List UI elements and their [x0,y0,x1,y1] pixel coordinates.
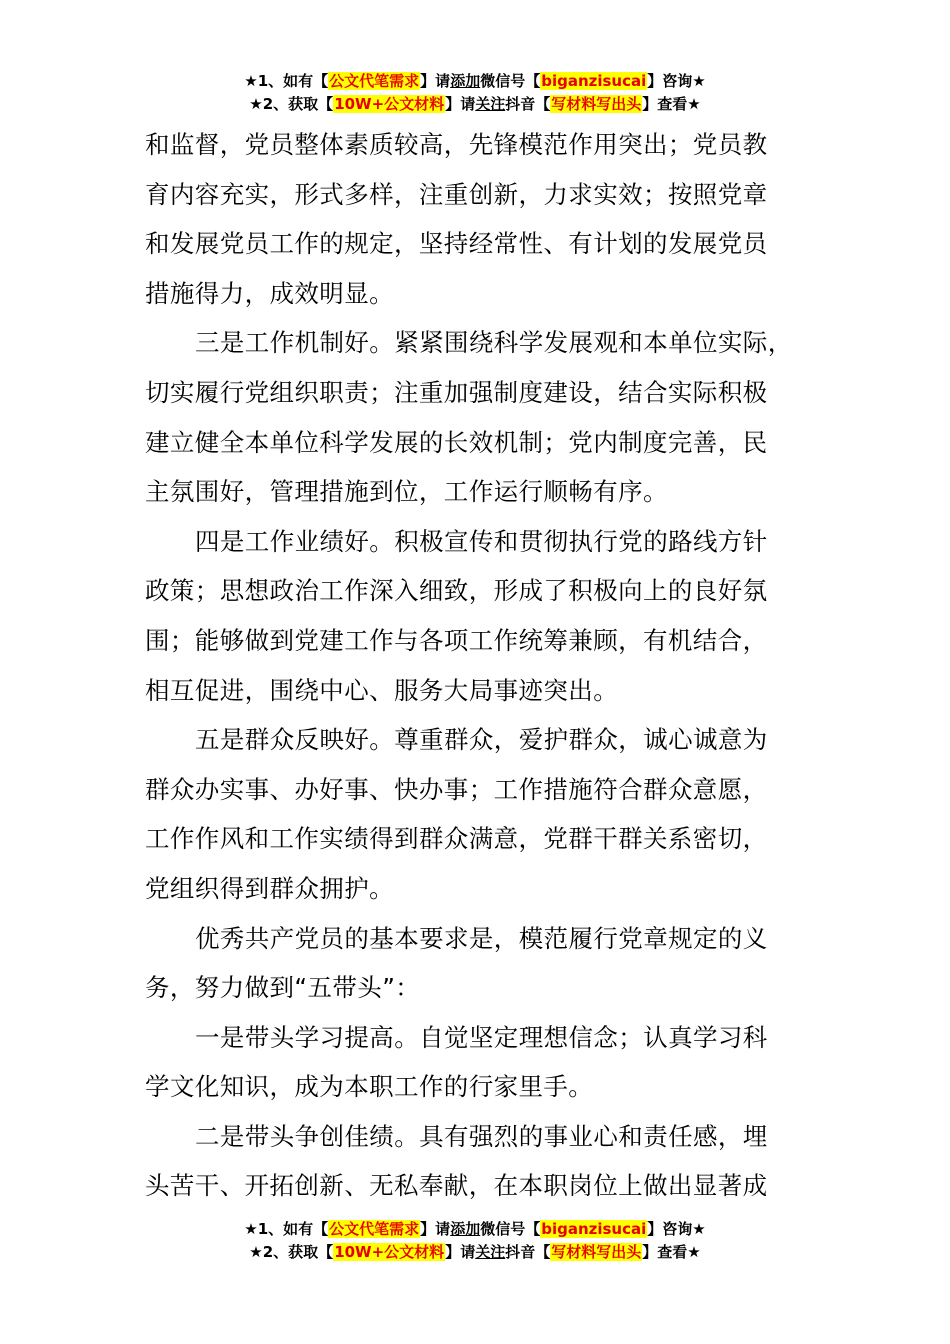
header-line-1-text-2: 微信号【 [480,72,541,90]
body-line: 切实履行党组织职责；注重加强制度建设，结合实际积极 [145,377,768,407]
header-line-2-highlight-materials: 10W+公文材料 [334,95,445,113]
footer-line-2-text: 】请 [445,1243,476,1261]
paragraph-start-line: 四是工作业绩好。积极宣传和贯彻执行党的路线方针 [195,526,768,556]
body-line: 建立健全本单位科学发展的长效机制；党内制度完善，民 [145,427,768,457]
document-body [145,120,810,1211]
header-line-2-prefix: ★2、获取【 [249,95,334,113]
header-banner [0,70,950,116]
body-line: 相互促进，围绕中心、服务大局事迹突出。 [145,675,619,705]
body-line: 和监督，党员整体素质较高，先锋模范作用突出；党员教 [145,130,768,159]
body-line: 学文化知识，成为本职工作的行家里手。 [145,1072,594,1102]
header-line-2-text-2: 抖音【 [505,95,551,113]
header-line-1-underlined: 添加 [450,72,481,90]
body-line: 围；能够做到党建工作与各项工作统筹兼顾，有机结合， [145,625,768,655]
body-line: 群众办实事、办好事、快办事；工作措施符合群众意愿， [145,774,768,804]
header-line-1-highlight-wechat: biganzisucai [541,72,647,90]
footer-line-1-highlight-service: 公文代笔需求 [329,1220,420,1238]
header-line-1-prefix: ★1、如有【 [244,72,329,90]
footer-line-2-text-2: 抖音【 [505,1243,551,1261]
footer-line-2-highlight-douyin: 写材料写出头 [551,1243,642,1261]
paragraph-start-line: 二是带头争创佳绩。具有强烈的事业心和责任感，埋 [195,1121,768,1151]
footer-line-1-underlined: 添加 [450,1220,481,1238]
body-line: 措施得力，成效明显。 [145,278,394,308]
footer-line-1-suffix: 】咨询★ [647,1220,706,1238]
body-line: 工作作风和工作实绩得到群众满意，党群干群关系密切， [145,824,768,854]
body-line: 育内容充实，形式多样，注重创新，力求实效；按照党章 [145,179,768,209]
header-line-1-highlight-service: 公文代笔需求 [329,72,420,90]
footer-line-2-suffix: 】查看★ [642,1243,701,1261]
footer-line-1-prefix: ★1、如有【 [244,1220,329,1238]
footer-line-1-highlight-wechat: biganzisucai [541,1220,647,1238]
paragraph-start-line: 一是带头学习提高。自觉坚定理想信念；认真学习科 [195,1022,768,1052]
footer-line-1 [0,1218,950,1241]
header-line-2-text: 】请 [445,95,476,113]
header-line-1-text: 】请 [420,72,451,90]
body-line: 头苦干、开拓创新、无私奉献，在本职岗位上做出显著成 [145,1171,768,1201]
footer-line-1-text: 】请 [420,1220,451,1238]
footer-line-2-underlined: 关注 [475,1243,506,1261]
header-line-2-highlight-douyin: 写材料写出头 [551,95,642,113]
footer-line-2 [0,1241,950,1264]
footer-line-1-text-2: 微信号【 [480,1220,541,1238]
header-line-2-suffix: 】查看★ [642,95,701,113]
body-line: 党组织得到群众拥护。 [145,873,394,903]
paragraph-start-line: 优秀共产党员的基本要求是，模范履行党章规定的义 [195,923,768,953]
body-line: 政策；思想政治工作深入细致，形成了积极向上的良好氛 [145,576,768,606]
footer-line-2-highlight-materials: 10W+公文材料 [334,1243,445,1261]
header-line-1-suffix: 】咨询★ [647,72,706,90]
header-line-2-underlined: 关注 [475,95,506,113]
paragraph-start-line: 五是群众反映好。尊重群众，爱护群众，诚心诚意为 [195,725,768,755]
body-line: 务，努力做到“五带头”： [145,973,421,1003]
footer-banner [0,1218,950,1264]
header-line-1 [0,70,950,93]
paragraph-start-line: 三是工作机制好。紧紧围绕科学发展观和本单位实际， [195,328,793,358]
body-line: 主氛围好，管理措施到位，工作运行顺畅有序。 [145,477,668,507]
header-line-2 [0,93,950,116]
footer-line-2-prefix: ★2、获取【 [249,1243,334,1261]
body-line: 和发展党员工作的规定，坚持经常性、有计划的发展党员 [145,229,768,259]
